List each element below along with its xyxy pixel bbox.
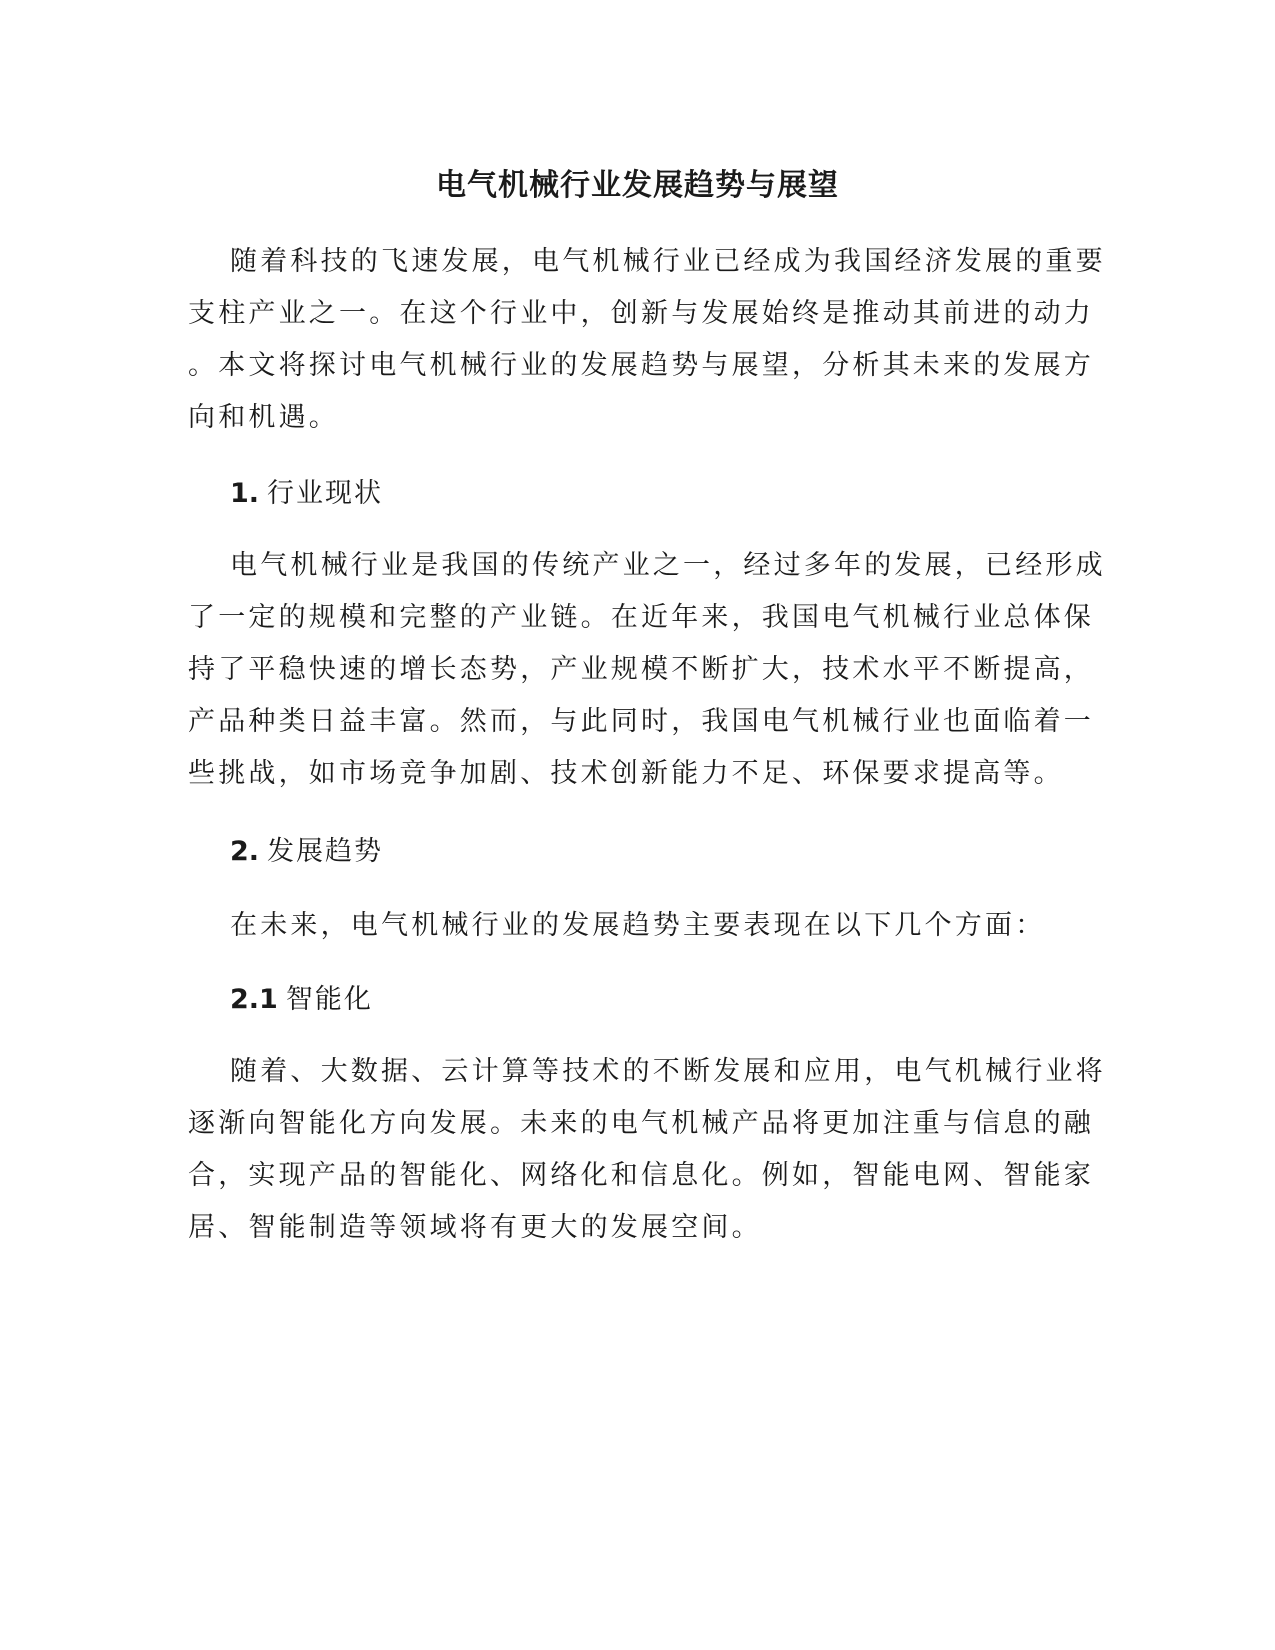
intro-line-1: 随着科技的飞速发展，电气机械行业已经成为我国经济发展的重要 (230, 246, 1106, 277)
intro-line-4: 向和机遇。 (188, 402, 339, 433)
section-1-number: 1. (230, 478, 260, 509)
section-1-line-3: 持了平稳快速的增长态势，产业规模不断扩大，技术水平不断提高， (188, 654, 1094, 685)
intro-line-2: 支柱产业之一。在这个行业中，创新与发展始终是推动其前进的动力 (188, 298, 1094, 329)
section-2-title: 发展趋势 (267, 836, 384, 867)
section-2-line-1: 在未来，电气机械行业的发展趋势主要表现在以下几个方面： (230, 910, 1046, 941)
section-2-1-line-3: 合，实现产品的智能化、网络化和信息化。例如，智能电网、智能家 (188, 1160, 1094, 1191)
section-1-line-1: 电气机械行业是我国的传统产业之一，经过多年的发展，已经形成 (230, 550, 1106, 581)
intro-line-3: 。本文将探讨电气机械行业的发展趋势与展望，分析其未来的发展方 (188, 350, 1094, 381)
section-2-1-number: 2.1 (230, 984, 278, 1015)
section-2-1-title: 智能化 (285, 984, 373, 1015)
section-1-title: 行业现状 (267, 478, 384, 509)
section-2-1-heading (230, 980, 373, 1020)
section-2-number: 2. (230, 836, 260, 867)
section-1-line-2: 了一定的规模和完整的产业链。在近年来，我国电气机械行业总体保 (188, 602, 1094, 633)
section-1-line-5: 些挑战，如市场竞争加剧、技术创新能力不足、环保要求提高等。 (188, 758, 1064, 789)
section-2-heading (230, 832, 383, 872)
section-2-1-line-1: 随着、大数据、云计算等技术的不断发展和应用，电气机械行业将 (230, 1056, 1106, 1087)
section-2-1-line-4: 居、智能制造等领域将有更大的发展空间。 (188, 1212, 762, 1243)
document-title: 电气机械行业发展趋势与展望 (436, 168, 839, 203)
section-2-1-line-2: 逐渐向智能化方向发展。未来的电气机械产品将更加注重与信息的融 (188, 1108, 1094, 1139)
section-1-heading (230, 474, 383, 514)
section-1-line-4: 产品种类日益丰富。然而，与此同时，我国电气机械行业也面临着一 (188, 706, 1094, 737)
